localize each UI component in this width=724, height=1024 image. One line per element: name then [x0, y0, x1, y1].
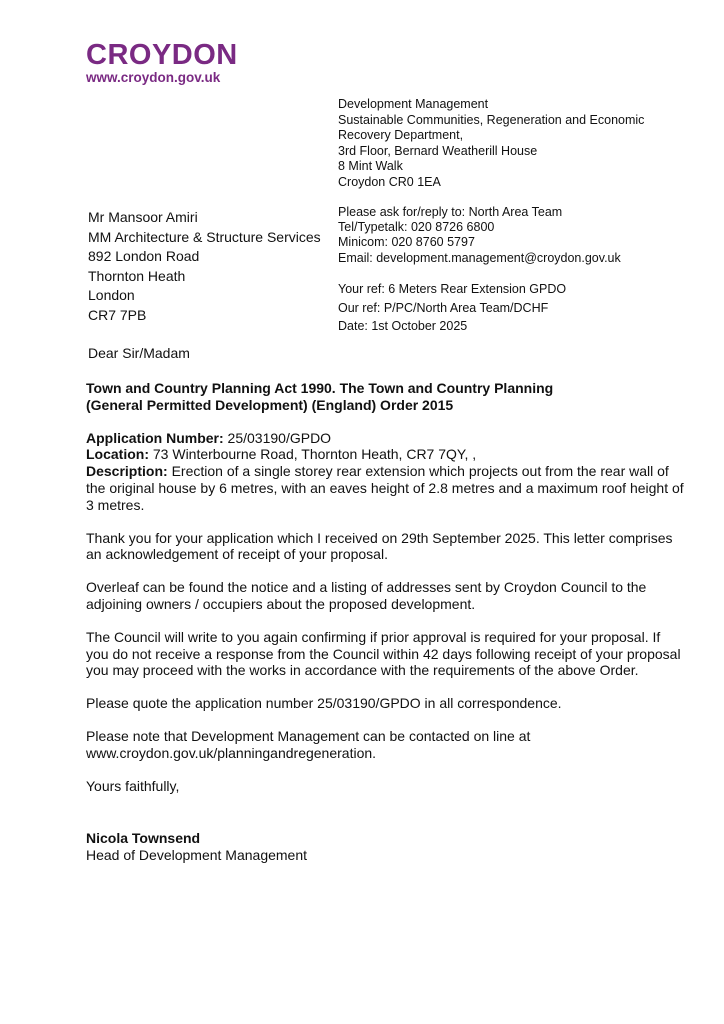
your-ref: Your ref: 6 Meters Rear Extension GPDO: [338, 282, 567, 296]
act-heading: [86, 380, 686, 414]
recipient-line: CR7 7PB: [88, 306, 147, 323]
department-address: [338, 97, 644, 191]
act-heading-line: (General Permitted Development) (England) Order 2015: [86, 396, 454, 413]
reference-block: [338, 280, 566, 336]
paragraph-quote-number: Please quote the application number 25/03190/GPDO in all correspondence.: [86, 695, 562, 712]
recipient-line: Thornton Heath: [88, 267, 186, 284]
our-ref: Our ref: P/PC/North Area Team/DCHF: [338, 300, 549, 315]
paragraph-prior-approval: The Council will write to you again confirming if prior approval is required for your proposal. If you do not receive a response from the Council within 42 days following receipt of your proposal you may proceed with the works in accordance with the requirements of the above Order.: [86, 628, 681, 679]
paragraph-acknowledgement: Thank you for your application which I received on 29th September 2025. This letter comprises an acknowledgement of receipt of your proposal.: [86, 529, 673, 563]
salutation: Dear Sir/Madam: [88, 345, 190, 361]
croydon-logo: [86, 40, 238, 86]
dept-line: Croydon CR0 1EA: [338, 174, 441, 189]
letter-date: Date: 1st October 2025: [338, 319, 468, 333]
act-heading-line: Town and Country Planning Act 1990. The Town and Country Planning: [86, 380, 554, 396]
dept-line: Sustainable Communities, Regeneration and Economic: [338, 112, 645, 127]
logo-url: www.croydon.gov.uk: [86, 70, 221, 85]
application-description: Description: Erection of a single storey rear extension which projects out from the rear wall of the original house by 6 metres, with an eaves height of 2.8 metres and a maximum roof height of 3 metres.: [86, 463, 684, 513]
recipient-address: [88, 208, 321, 326]
dept-line: 8 Mint Walk: [338, 159, 403, 174]
email: Email: development.management@croydon.gov.uk: [338, 250, 621, 265]
paragraph-overleaf: Overleaf can be found the notice and a listing of addresses sent by Croydon Council to the adjoining owners / occupiers about the proposed development.: [86, 579, 647, 612]
recipient-line: London: [88, 287, 135, 304]
signature-block: [86, 830, 686, 864]
dept-line: 3rd Floor, Bernard Weatherill House: [338, 143, 538, 158]
recipient-line: 892 London Road: [88, 248, 200, 265]
minicom: Minicom: 020 8760 5797: [338, 235, 475, 250]
closing: Yours faithfully,: [86, 777, 180, 794]
dept-line: Recovery Department,: [338, 128, 464, 143]
signatory-title: Head of Development Management: [86, 847, 308, 864]
dept-line: Development Management: [338, 97, 489, 111]
recipient-line: Mr Mansoor Amiri: [88, 209, 198, 225]
ask-for: Please ask for/reply to: North Area Team: [338, 205, 563, 219]
application-number: Application Number: 25/03190/GPDO: [86, 429, 332, 446]
application-location: Location: 73 Winterbourne Road, Thornton Heath, CR7 7QY, ,: [86, 446, 477, 463]
tel: Tel/Typetalk: 020 8726 6800: [338, 220, 495, 235]
signatory-name: Nicola Townsend: [86, 830, 201, 847]
paragraph-contact-online: Please note that Development Management can be contacted on line at www.croydon.gov.uk/planningandregeneration.: [86, 727, 531, 761]
recipient-line: MM Architecture & Structure Services: [88, 228, 321, 245]
contact-block: [338, 205, 621, 266]
logo-name: CROYDON: [86, 39, 238, 71]
application-details: [86, 430, 686, 514]
letter-body: [86, 380, 686, 864]
